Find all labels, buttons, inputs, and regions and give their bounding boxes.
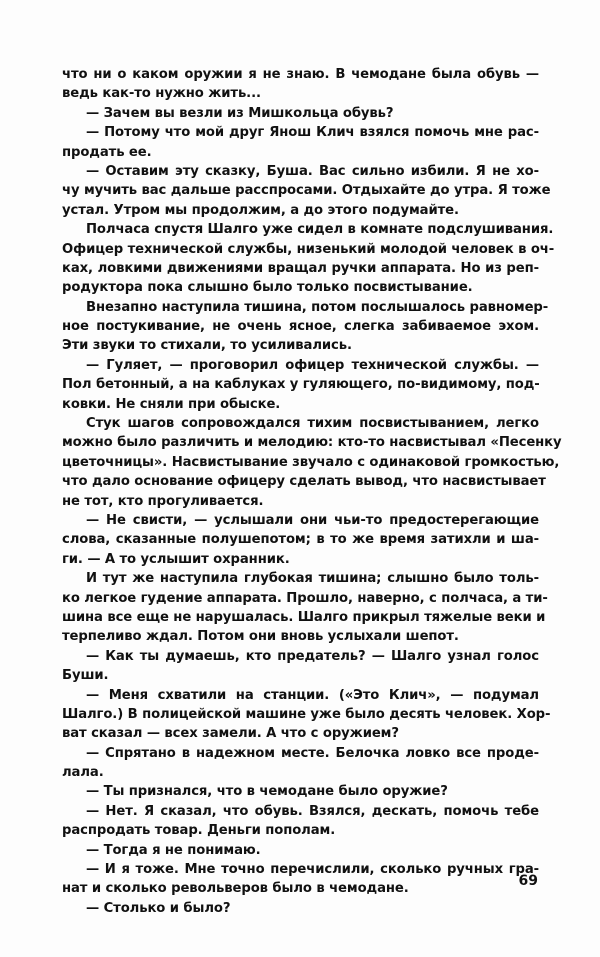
text-line: ковки. Не сняли при обыске. <box>62 396 281 412</box>
page-text <box>62 65 562 918</box>
text-line: Шалго.) В полицейской машине уже было десять человек. Хор- <box>62 706 551 722</box>
text-line: — Меня схватили на станции. («Это Клич», — подумал <box>86 687 539 703</box>
text-line: Внезапно наступила тишина, потом послышалось равномер- <box>86 299 549 315</box>
text-line: — Гуляет, — проговорил офицер технической службы. — <box>86 357 539 373</box>
text-line: — Ты признался, что в чемодане было оружие? <box>86 784 448 800</box>
page-number: 69 <box>518 873 538 889</box>
text-line: Буши. <box>62 668 109 684</box>
text-line: — Столько и было? <box>86 900 231 916</box>
text-line: — Спрятано в надежном месте. Белочка ловко все проде- <box>86 745 539 761</box>
text-line: терпеливо ждал. Потом они вновь услыхали шепот. <box>62 629 459 645</box>
text-line: Пол бетонный, а на каблуках у гуляющего, по-видимому, под- <box>62 377 540 393</box>
text-line: — Потому что мой друг Янош Клич взялся помочь мне рас- <box>86 125 539 141</box>
text-line: что дало основание офицеру сделать вывод, что насвистывает <box>62 474 546 490</box>
text-line: Стук шагов сопровождался тихим посвистыванием, легко <box>86 416 539 432</box>
text-line: цветочницы». Насвистывание звучало с одинаковой громкостью, <box>62 454 560 470</box>
text-line: распродать товар. Деньги пополам. <box>62 823 336 839</box>
text-line: ко легкое гудение аппарата. Прошло, наверно, с полчаса, а ти- <box>62 590 548 606</box>
text-line: лала. <box>62 765 104 781</box>
text-line: — Оставим эту сказку, Буша. Вас сильно избили. Я не хо- <box>86 163 539 179</box>
text-line: что ни о каком оружии я не знаю. В чемодане была обувь — <box>62 67 539 82</box>
text-line: чу мучить вас дальше расспросами. Отдыхайте до утра. Я тоже <box>62 183 551 199</box>
text-line: Офицер технической службы, низенький молодой человек в оч- <box>62 241 555 257</box>
text-line: ное постукивание, не очень ясное, слегка забиваемое эхом. <box>62 319 539 335</box>
text-line: Эти звуки то стихали, то усиливались. <box>62 338 352 354</box>
text-line: ведь как-то нужно жить... <box>62 86 261 102</box>
text-line: — Как ты думаешь, кто предатель? — Шалго узнал голос <box>86 648 539 664</box>
text-line: — Нет. Я сказал, что обувь. Взялся, дескать, помочь тебе <box>86 803 539 819</box>
text-line: ках, ловкими движениями вращал ручки аппарата. Но из реп- <box>62 260 539 276</box>
text-line: — И я тоже. Мне точно перечислили, сколько ручных гра- <box>86 862 539 878</box>
text-line: — Зачем вы везли из Мишкольца обувь? <box>86 105 394 121</box>
text-line: И тут же наступила глубокая тишина; слышно было толь- <box>86 571 539 587</box>
text-line: ват сказал — всех замели. А что с оружием? <box>62 726 399 742</box>
text-line: шина все еще не нарушалась. Шалго прикрыл тяжелые веки и <box>62 609 546 625</box>
text-line: Полчаса спустя Шалго уже сидел в комнате подслушивания. <box>86 222 554 238</box>
text-line: ги. — А то услышит охранник. <box>62 551 290 567</box>
text-line: нат и сколько револьверов было в чемодане. <box>62 881 409 897</box>
text-line: не тот, кто прогуливается. <box>62 493 264 509</box>
text-line: родуктора пока слышно было только посвистывание. <box>62 280 473 296</box>
text-line: — Тогда я не понимаю. <box>86 842 261 858</box>
text-line: продать ее. <box>62 144 152 160</box>
text-line: — Не свисти, — услышали они чьи-то предостерегающие <box>86 512 539 528</box>
text-line: можно было различить и мелодию: кто-то насвистывал «Песенку <box>62 435 562 451</box>
text-line: устал. Утром мы продолжим, а до этого подумайте. <box>62 202 459 218</box>
text-line: слова, сказанные полушепотом; в то же время затихли и ша- <box>62 532 539 548</box>
